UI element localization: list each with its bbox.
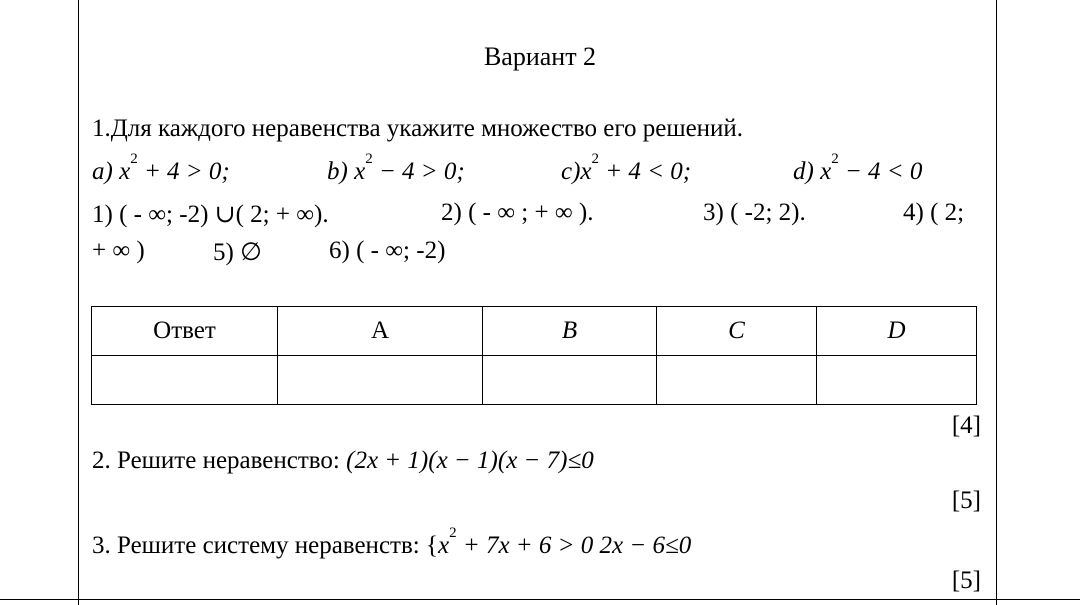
header-a: A	[278, 307, 483, 356]
answer-cell-c[interactable]	[657, 356, 817, 405]
task2-score: [5]	[951, 487, 981, 514]
inequality-c	[561, 151, 692, 186]
task3-prefix: 3. Решите систему неравенств: {	[92, 532, 438, 559]
task3-score: [5]	[951, 567, 981, 594]
task2-expression: (2x + 1)(x − 1)(x − 7)≤0	[346, 447, 594, 474]
answer-cell-b[interactable]	[483, 356, 657, 405]
inequality-b-exp: 2	[365, 151, 373, 167]
inequality-b-label: b)	[327, 158, 348, 185]
inequality-c-label: c)	[561, 158, 581, 185]
task1-score: [4]	[951, 412, 981, 439]
task3-line	[92, 525, 692, 560]
left-page-border	[78, 0, 79, 605]
answer-cell-d[interactable]	[817, 356, 977, 405]
inequality-d	[793, 151, 923, 186]
inequality-a-exp: 2	[130, 151, 138, 167]
inequality-d-exp: 2	[831, 151, 839, 167]
header-d: D	[817, 307, 977, 356]
inequality-d-rest: − 4 < 0	[838, 158, 923, 185]
bottom-page-border	[0, 599, 1080, 600]
option-5: 5) ∅	[213, 239, 262, 266]
task3-exp: 2	[449, 525, 457, 541]
inequality-a	[92, 151, 230, 186]
header-c: C	[657, 307, 817, 356]
inequality-c-exp: 2	[591, 151, 600, 167]
answer-table-row	[92, 356, 977, 405]
inequality-b-var: x	[354, 158, 366, 185]
inequality-a-label: a)	[92, 158, 113, 185]
option-1: 1) ( - ∞; -2) ∪( 2; + ∞).	[92, 201, 329, 228]
inequality-d-label: d)	[793, 158, 814, 185]
task3-rest: + 7x + 6 > 0 2x − 6≤0	[456, 532, 692, 559]
task1-prompt: 1.Для каждого неравенства укажите множество его решений.	[92, 115, 744, 142]
answer-table-header-row	[92, 307, 977, 356]
answer-cell-a[interactable]	[278, 356, 483, 405]
option-2: 2) ( - ∞ ; + ∞ ).	[441, 199, 594, 226]
task2-prefix: 2. Решите неравенство:	[92, 447, 347, 474]
task2-line	[92, 447, 594, 475]
inequality-a-rest: + 4 > 0;	[137, 158, 230, 185]
header-answer: Ответ	[92, 307, 278, 356]
option-4: 4) ( 2;	[903, 199, 965, 226]
option-4-cont: + ∞ )	[92, 237, 145, 264]
option-3: 3) ( -2; 2).	[703, 199, 806, 226]
inequality-c-var: x	[580, 158, 592, 185]
variant-title: Вариант 2	[483, 42, 597, 71]
answer-cell-label[interactable]	[92, 356, 278, 405]
inequality-b-rest: − 4 > 0;	[372, 158, 465, 185]
inequality-d-var: x	[820, 158, 832, 185]
right-page-border	[996, 0, 997, 605]
header-b: B	[483, 307, 657, 356]
task3-var: x	[437, 532, 450, 559]
inequality-a-var: x	[119, 158, 131, 185]
option-6: 6) ( - ∞; -2)	[329, 237, 446, 264]
inequality-c-rest: + 4 < 0;	[599, 158, 692, 185]
answer-table	[91, 306, 977, 405]
inequality-b	[327, 151, 465, 186]
